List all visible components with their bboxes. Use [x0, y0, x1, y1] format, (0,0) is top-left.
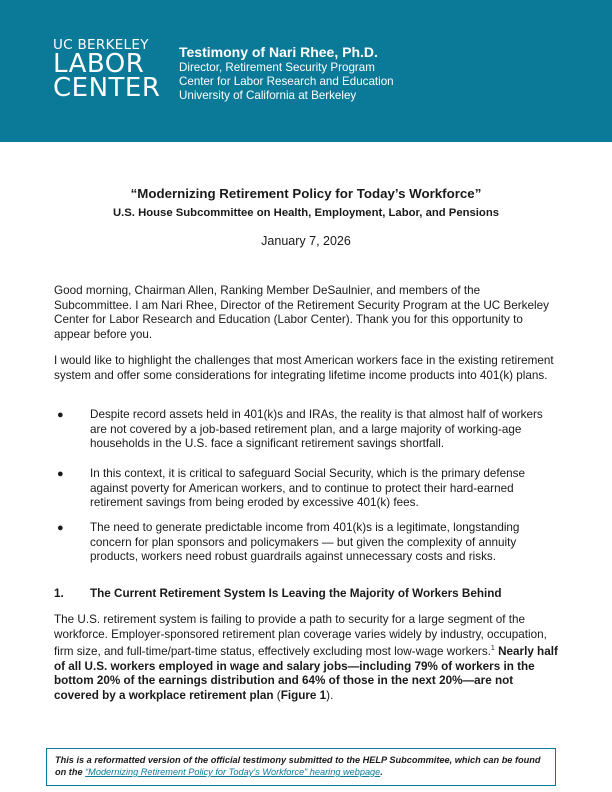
header-banner	[0, 0, 612, 142]
header-text	[179, 44, 394, 103]
logo-line-3: CENTER	[53, 73, 161, 103]
document-date: January 7, 2026	[261, 234, 351, 248]
bullet-dot-icon: ●	[57, 522, 64, 534]
section-bold-text: Nearly half of all U.S. workers employed in wage and salary jobs—including 79% of workers in the bottom 20% of the earnings distribution and 64% of those in the next 20%—are not covered by a workplace retirement plan	[54, 645, 558, 702]
author-name: Testimony of Nari Rhee, Ph.D.	[179, 44, 378, 60]
section-paragraph	[54, 613, 559, 703]
bullet-dot-icon: ●	[57, 409, 64, 421]
logo-line-1: UC BERKELEY	[53, 37, 149, 53]
section-text: The U.S. retirement system is failing to provide a path to security for a large segment of the workforce. Employer-sponsored retirement plan coverage varies widely by industry, occupation, firm size, and full-time/part-time status, effectively excluding most low-wage workers.	[54, 613, 547, 659]
bullet-text: In this context, it is critical to safeguard Social Security, which is the primary defense against poverty for American workers, and to continue to protect their hard-earned retirement savings from being eroded by excessive 401(k) fees.	[90, 467, 526, 510]
note-text: This is a reformatted version of the official testimony submitted to the HELP Subcommitee, which can be found on the	[55, 755, 541, 777]
document-subtitle: U.S. House Subcommittee on Health, Employment, Labor, and Pensions	[112, 207, 500, 219]
paren-close: ).	[326, 688, 334, 702]
bullet-text: The need to generate predictable income from 401(k)s is a legitimate, longstanding concern for plan sponsors and policymakers — but given the complexity of annuity products, workers need robust guardrails against unnecessary costs and risks.	[90, 521, 520, 564]
labor-center-logo	[53, 37, 161, 103]
paragraph-intro: Good morning, Chairman Allen, Ranking Member DeSaulnier, and members of the Subcommittee. I am Nari Rhee, Director of the Retirement Security Program at the UC Berkeley Center for Labor Research and Education (Labor Center). Thank you for this opportunity to appear before you.	[54, 284, 549, 341]
bullet-dot-icon: ●	[57, 468, 64, 480]
logo-line-2: LABOR	[53, 49, 145, 79]
note-end: .	[380, 767, 383, 777]
hearing-webpage-link[interactable]: “Modernizing Retirement Policy for Today’s Workforce” hearing webpage	[85, 767, 381, 777]
paragraph-highlight: I would like to highlight the challenges that most American workers face in the existing retirement system and offer some considerations for integrating lifetime income products into 401(k) plans.	[54, 354, 554, 382]
section-number: 1.	[54, 587, 64, 600]
author-title: Director, Retirement Security Program	[179, 61, 375, 74]
figure-ref: Figure 1	[280, 688, 327, 702]
author-center: Center for Labor Research and Education	[179, 75, 394, 88]
author-university: University of California at Berkeley	[179, 89, 357, 102]
paren-open: (	[273, 688, 281, 702]
document-title: “Modernizing Retirement Policy for Today’s Workforce”	[130, 186, 482, 201]
bullet-text: Despite record assets held in 401(k)s and IRAs, the reality is that almost half of workers are not covered by a job-based retirement plan, and a large majority of working-age households in the U.S. face a significant retirement savings shortfall.	[90, 408, 543, 451]
reformat-note-box	[46, 748, 556, 786]
section-title: The Current Retirement System Is Leaving the Majority of Workers Behind	[90, 587, 502, 600]
footnote-ref[interactable]: 1	[490, 645, 495, 653]
